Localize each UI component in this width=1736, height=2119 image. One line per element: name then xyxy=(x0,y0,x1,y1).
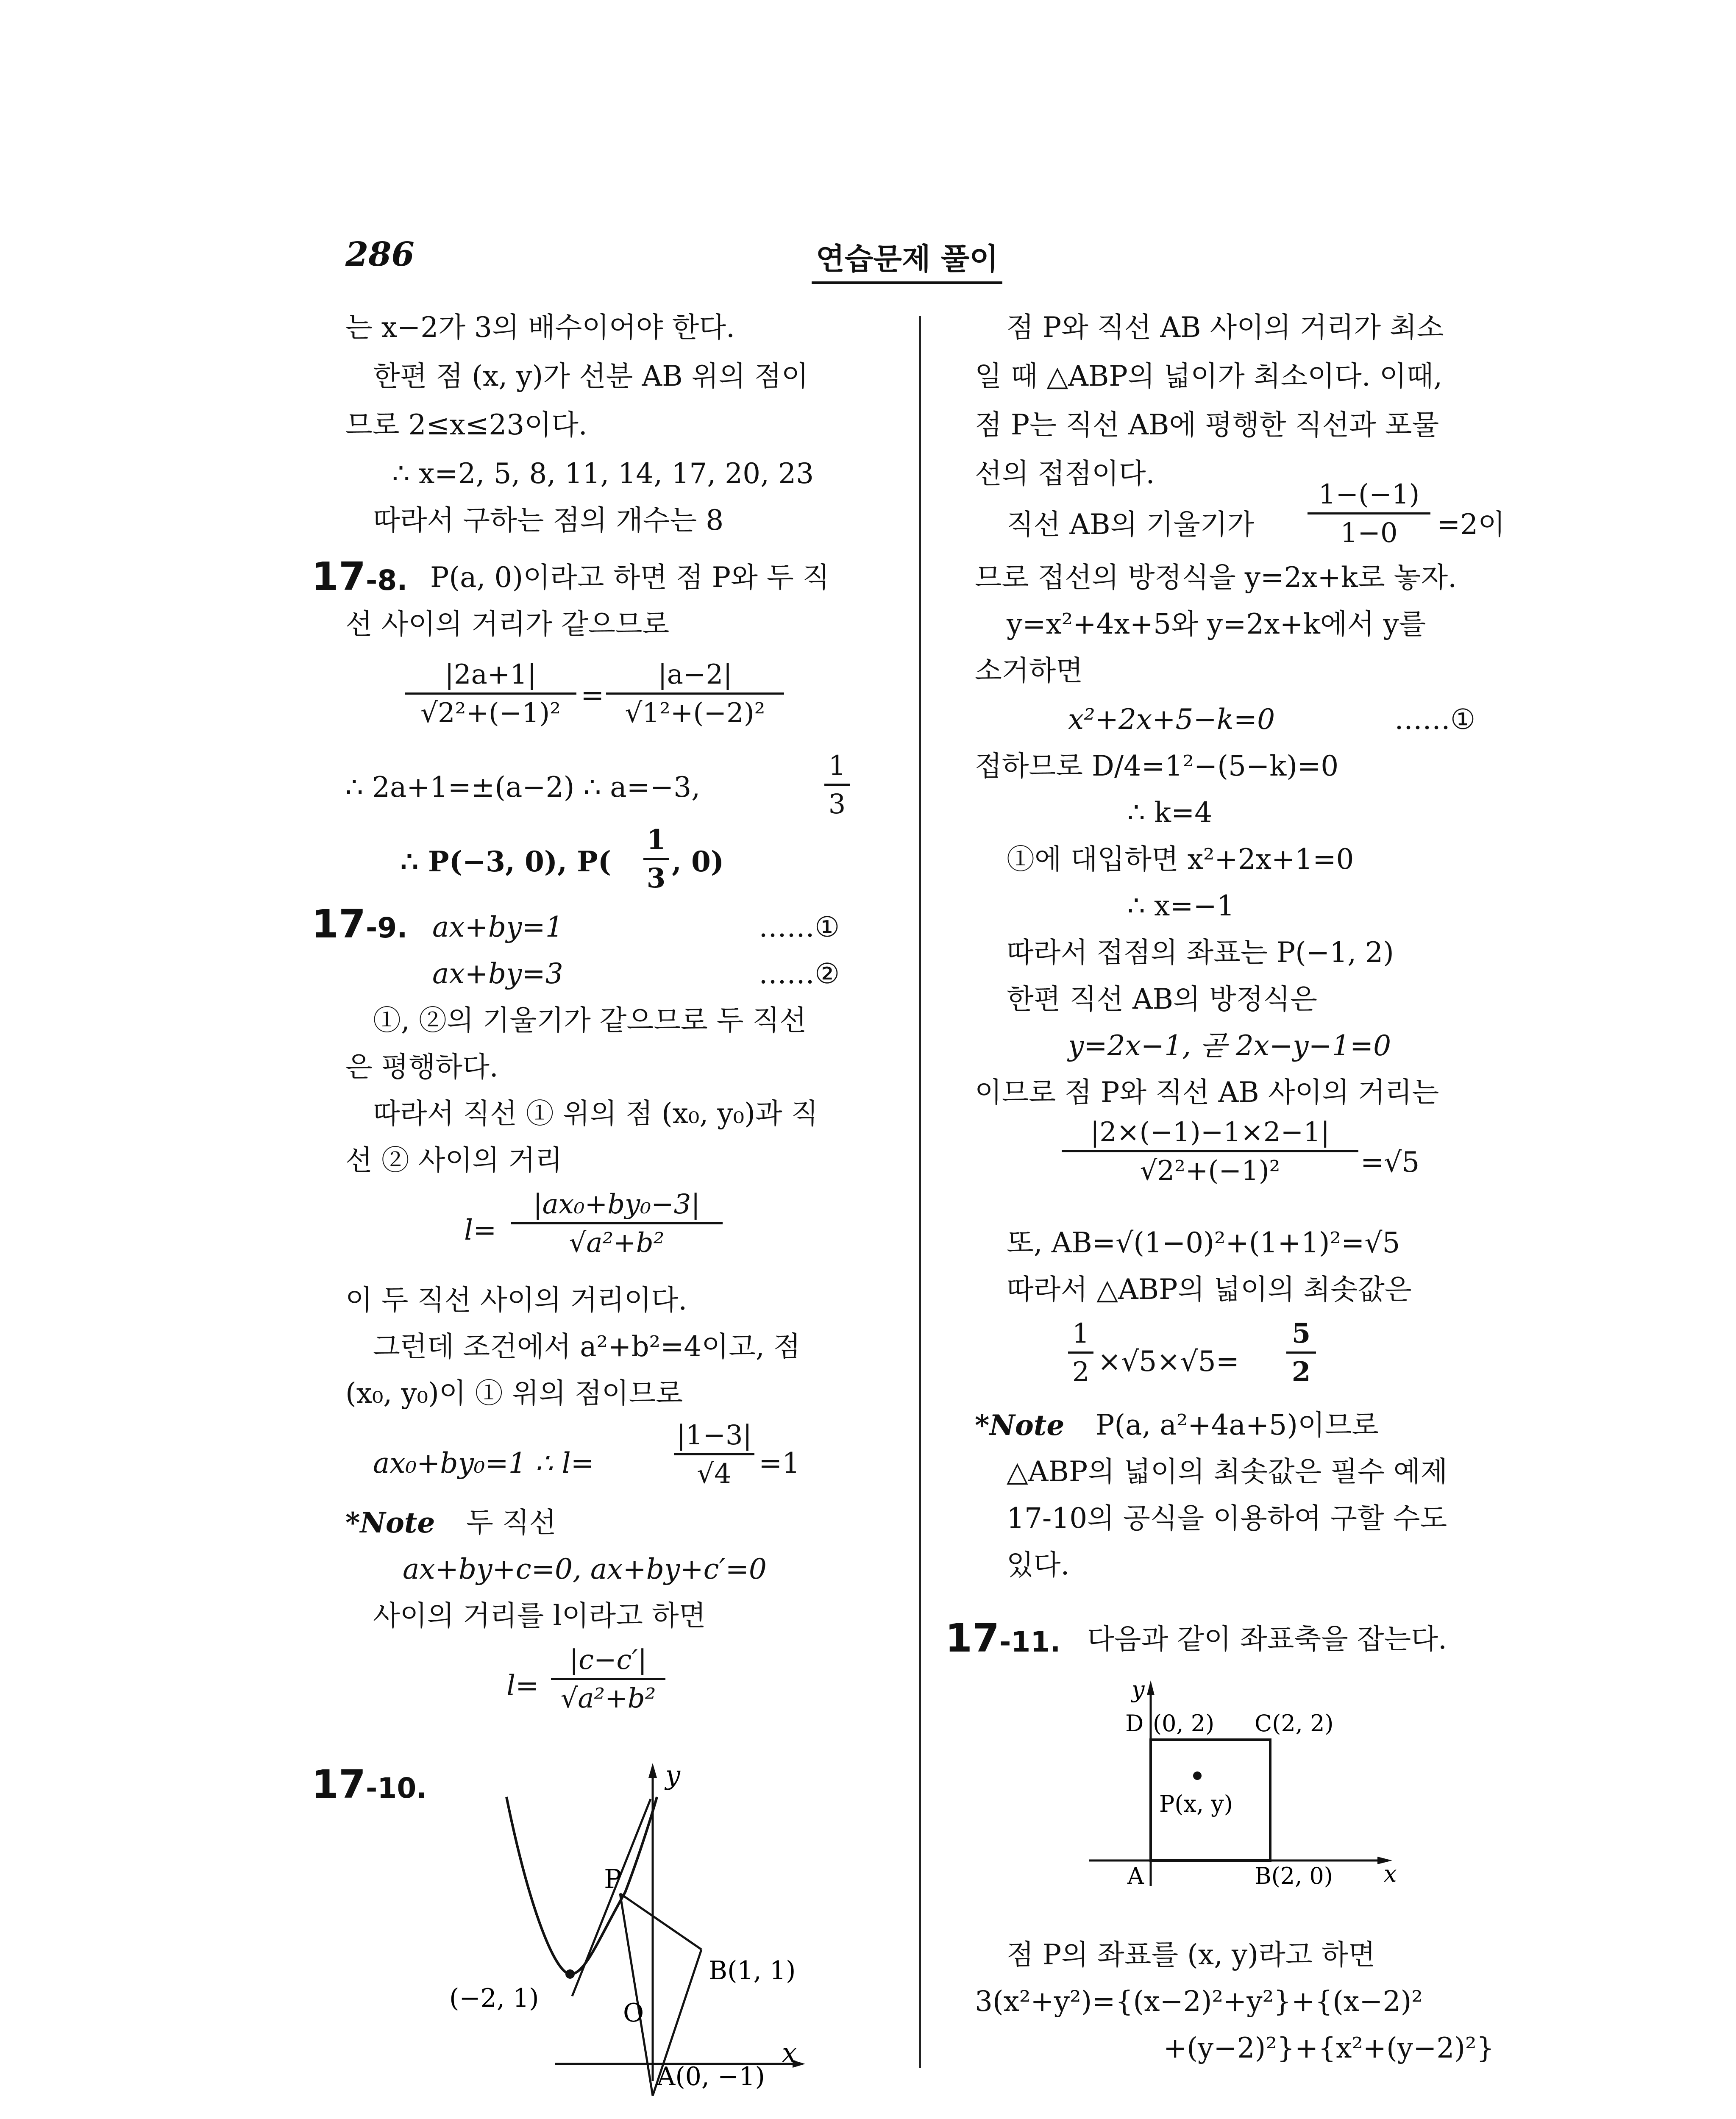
p17-9-note-line-1: 두 직선 xyxy=(466,1506,556,1539)
right-eq-1-tag: ……① xyxy=(1394,703,1476,736)
p17-9-line-4: 선 ② 사이의 거리 xyxy=(345,1144,562,1176)
vertex-point xyxy=(565,1969,575,1979)
point-P-dot xyxy=(1193,1771,1202,1780)
point-A-label: A(0, −1) xyxy=(657,2062,765,2091)
p17-9-eq-2: ax+by=3 xyxy=(432,957,563,990)
right-distance-result: =√5 xyxy=(1360,1146,1420,1179)
origin-label: O xyxy=(623,1998,644,2028)
p17-11-line-1: 다음과 같이 좌표축을 잡는다. xyxy=(1087,1623,1447,1655)
parabola-triangle-figure xyxy=(449,1759,903,2091)
right-line-1: 점 P와 직선 AB 사이의 거리가 최소 xyxy=(1007,311,1444,344)
right-note-line-4: 있다. xyxy=(1007,1549,1070,1581)
vertex-C-label: C(2, 2) xyxy=(1255,1710,1334,1737)
square-coordinate-figure xyxy=(1085,1678,1424,1899)
vertex-label: (−2, 1) xyxy=(449,1983,539,2013)
p17-8-equals: = xyxy=(581,679,604,712)
p17-8-line-3: ∴ 2a+1=±(a−2) ∴ a=−3, xyxy=(345,771,701,804)
point-P-label: P xyxy=(604,1863,622,1894)
problem-17-8-number: 17-8. xyxy=(312,554,408,599)
x-axis-label: x xyxy=(1384,1860,1397,1887)
right-line-4: 선의 접점이다. xyxy=(975,457,1155,490)
p17-8-line-1: P(a, 0)이라고 하면 점 P와 두 직 xyxy=(430,561,830,594)
right-answer-fraction: 5 2 xyxy=(1286,1320,1316,1386)
p17-8-fraction-1: |2a+1| √2²+(−1)² xyxy=(405,661,576,727)
p17-8-fraction-4: 1 3 xyxy=(643,826,669,892)
p17-9-line-1: ①, ②의 기울기가 같으므로 두 직선 xyxy=(373,1004,807,1037)
page-header-title: 연습문제 풀이 xyxy=(812,235,1002,284)
p17-8-fraction-3: 1 3 xyxy=(824,752,850,818)
right-line-15: y=2x−1, 곧 2x−y−1=0 xyxy=(1068,1029,1391,1062)
left-line-4: ∴ x=2, 5, 8, 11, 14, 17, 20, 23 xyxy=(392,457,814,490)
p17-9-fraction-1-lhs: l= xyxy=(464,1214,497,1246)
vertex-D-coord: (0, 2) xyxy=(1153,1710,1215,1737)
problem-17-11-number: 17-11. xyxy=(945,1616,1061,1661)
p17-9-line-2: 은 평행하다. xyxy=(345,1051,498,1083)
right-line-9: 접하므로 D/4=1²−(5−k)=0 xyxy=(975,750,1339,782)
right-line-8: 소거하면 xyxy=(975,654,1083,687)
p17-9-fraction-3: |c−c′| √a²+b² xyxy=(551,1646,665,1712)
right-line-12: ∴ x=−1 xyxy=(1127,890,1235,922)
left-line-2: 한편 점 (x, y)가 선분 AB 위의 점이 xyxy=(373,360,809,392)
point-P-label: P(x, y) xyxy=(1159,1791,1233,1817)
p17-11-line-3: 3(x²+y²)={(x−2)²+y²}+{(x−2)² xyxy=(975,1985,1423,2018)
left-line-3: 므로 2≤x≤23이다. xyxy=(345,409,587,441)
p17-9-fraction-3-lhs: l= xyxy=(506,1669,539,1702)
p17-11-line-4: +(y−2)²}+{x²+(y−2)²} xyxy=(1163,2032,1494,2064)
tangent-line xyxy=(572,1799,651,1996)
right-line-19: ×√5×√5= xyxy=(1098,1345,1239,1378)
p17-9-line-8b: =1 xyxy=(759,1447,800,1479)
p17-8-line-4b: , 0) xyxy=(672,845,724,878)
vertex-D-label: D xyxy=(1125,1710,1144,1737)
column-divider xyxy=(919,316,921,2068)
problem-17-10-number: 17-10. xyxy=(312,1762,427,1807)
p17-9-line-3: 따라서 직선 ① 위의 점 (x₀, y₀)과 직 xyxy=(373,1097,818,1130)
p17-9-fraction-1: |ax₀+by₀−3| √a²+b² xyxy=(511,1191,723,1257)
p17-8-line-4: ∴ P(−3, 0), P( xyxy=(401,845,611,878)
right-slope-fraction: 1−(−1) 1−0 xyxy=(1308,481,1430,547)
right-distance-fraction: |2×(−1)−1×2−1| √2²+(−1)² xyxy=(1062,1119,1358,1185)
right-note-line-1: P(a, a²+4a+5)이므로 xyxy=(1096,1409,1379,1441)
left-line-1: 는 x−2가 3의 배수이어야 한다. xyxy=(345,311,735,344)
right-line-11: ①에 대입하면 x²+2x+1=0 xyxy=(1007,843,1354,876)
right-line-7: y=x²+4x+5와 y=2x+k에서 y를 xyxy=(1007,608,1426,640)
right-note-line-2: △ABP의 넓이의 최솟값은 필수 예제 xyxy=(1007,1455,1448,1488)
y-axis-arrow xyxy=(1147,1680,1155,1695)
right-line-2: 일 때 △ABP의 넓이가 최소이다. 이때, xyxy=(975,360,1443,392)
problem-17-9-number: 17-9. xyxy=(312,901,408,947)
right-line-16: 이므로 점 P와 직선 AB 사이의 거리는 xyxy=(975,1076,1439,1109)
right-line-18: 따라서 △ABP의 넓이의 최솟값은 xyxy=(1007,1273,1412,1306)
right-eq-1: x²+2x+5−k=0 xyxy=(1068,703,1275,736)
segment-PA xyxy=(620,1894,653,2096)
p17-9-eq-1-tag: ……① xyxy=(759,911,840,943)
right-line-10: ∴ k=4 xyxy=(1127,796,1213,829)
right-line-14: 한편 직선 AB의 방정식은 xyxy=(1007,983,1317,1015)
point-B-label: B(1, 1) xyxy=(709,1956,796,1986)
right-line-3: 점 P는 직선 AB에 평행한 직선과 포물 xyxy=(975,409,1439,441)
segment-PB xyxy=(620,1894,701,1949)
right-line-5b: =2이 xyxy=(1437,508,1505,541)
p17-9-line-6: 그런데 조건에서 a²+b²=4이고, 점 xyxy=(373,1330,801,1363)
vertex-B-label: B(2, 0) xyxy=(1255,1863,1333,1889)
right-note-line-3: 17-10의 공식을 이용하여 구할 수도 xyxy=(1007,1502,1447,1535)
p17-9-line-8: ax₀+by₀=1 ∴ l= xyxy=(373,1447,594,1479)
right-half-fraction: 1 2 xyxy=(1068,1320,1093,1386)
p17-9-eq-2-tag: ……② xyxy=(759,957,840,990)
p17-9-line-5: 이 두 직선 사이의 거리이다. xyxy=(345,1284,687,1316)
right-line-5a: 직선 AB의 기울기가 xyxy=(1007,508,1255,541)
right-line-6: 므로 접선의 방정식을 y=2x+k로 놓자. xyxy=(975,561,1457,594)
parabola-curve xyxy=(506,1797,657,1974)
p17-9-eq-1: ax+by=1 xyxy=(432,911,563,943)
y-axis-label: y xyxy=(1132,1676,1145,1703)
p17-9-note-label: *Note xyxy=(345,1506,435,1539)
p17-9-fraction-2: |1−3| √4 xyxy=(674,1422,754,1488)
p17-9-line-7: (x₀, y₀)이 ① 위의 점이므로 xyxy=(345,1377,683,1410)
y-axis-label: y xyxy=(665,1760,681,1791)
vertex-A-label: A xyxy=(1127,1863,1144,1889)
right-note-label: *Note xyxy=(975,1409,1065,1442)
p17-9-note-line-3: 사이의 거리를 l이라고 하면 xyxy=(373,1599,706,1632)
p17-8-fraction-2: |a−2| √1²+(−2)² xyxy=(606,661,784,727)
right-line-17: 또, AB=√(1−0)²+(1+1)²=√5 xyxy=(1007,1226,1400,1259)
right-line-13: 따라서 접점의 좌표는 P(−1, 2) xyxy=(1007,936,1394,969)
p17-11-line-2: 점 P의 좌표를 (x, y)라고 하면 xyxy=(1007,1938,1376,1971)
left-line-5: 따라서 구하는 점의 개수는 8 xyxy=(373,504,724,537)
p17-9-note-line-2: ax+by+c=0, ax+by+c′=0 xyxy=(403,1553,767,1585)
p17-8-line-2: 선 사이의 거리가 같으므로 xyxy=(345,608,670,640)
x-axis-label: x xyxy=(782,2037,797,2068)
y-axis-arrow xyxy=(648,1763,657,1778)
page-number: 286 xyxy=(345,235,415,274)
